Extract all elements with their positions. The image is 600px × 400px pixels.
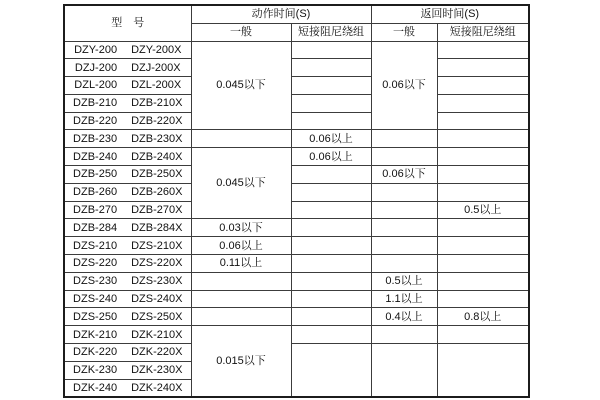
model-label: DZK-240X <box>131 381 183 394</box>
model-cell <box>64 290 191 308</box>
value-cell: 0.06以上 <box>191 237 291 255</box>
model-cell <box>64 94 191 112</box>
empty-cell <box>437 255 529 273</box>
model-cell <box>64 41 191 59</box>
empty-cell <box>291 201 371 219</box>
empty-cell <box>291 94 371 112</box>
model-label: DZS-210 <box>73 239 118 252</box>
model-cell <box>64 219 191 237</box>
model-label: DZS-250X <box>131 310 183 323</box>
value-cell: 0.03以下 <box>191 219 291 237</box>
empty-cell <box>371 255 437 273</box>
model-label: DZS-210X <box>131 239 183 252</box>
model-label: DZB-240X <box>131 150 183 163</box>
empty-cell <box>437 112 529 130</box>
header-return-damped: 短接阻尼绕组 <box>437 23 529 41</box>
empty-cell <box>291 255 371 273</box>
model-cell <box>64 59 191 77</box>
value-cell-merged: 0.06以下 <box>371 41 437 130</box>
spec-table <box>63 4 530 398</box>
model-label: DZB-230 <box>73 132 118 145</box>
model-label: DZS-250 <box>73 310 118 323</box>
empty-cell <box>437 59 529 77</box>
table-row <box>64 201 529 219</box>
empty-cell <box>437 94 529 112</box>
model-label: DZB-284 <box>73 221 118 234</box>
model-label: DZK-240 <box>73 381 118 394</box>
value-cell: 1.1以上 <box>371 290 437 308</box>
empty-cell <box>437 183 529 201</box>
table-row <box>64 290 529 308</box>
model-label: DZB-220X <box>131 115 183 128</box>
table-header <box>64 5 529 41</box>
table-row <box>64 308 529 326</box>
empty-cell <box>437 148 529 166</box>
table-row <box>64 94 529 112</box>
header-return-general: 一般 <box>371 23 437 41</box>
table-row <box>64 219 529 237</box>
model-cell <box>64 361 191 379</box>
model-label: DZB-284X <box>131 221 183 234</box>
value-cell-merged: 0.015以下 <box>191 326 291 397</box>
value-cell: 0.5以上 <box>437 201 529 219</box>
header-action-time: 动作时间(S) <box>191 5 371 23</box>
empty-cell <box>437 326 529 344</box>
value-cell: 0.06以下 <box>371 166 437 184</box>
value-cell: 0.06以上 <box>291 130 371 148</box>
model-label: DZB-220 <box>73 115 118 128</box>
empty-cell <box>291 183 371 201</box>
model-label: DZB-250X <box>131 168 183 181</box>
empty-cell <box>371 201 437 219</box>
empty-cell <box>191 130 291 148</box>
empty-cell <box>437 290 529 308</box>
table-row <box>64 272 529 290</box>
table-row <box>64 59 529 77</box>
model-cell <box>64 201 191 219</box>
header-return-time: 返回时间(S) <box>371 5 529 23</box>
table-row <box>64 326 529 344</box>
empty-cell <box>371 237 437 255</box>
model-cell <box>64 112 191 130</box>
table-row <box>64 344 529 362</box>
empty-cell <box>437 77 529 95</box>
model-cell <box>64 166 191 184</box>
header-model: 型 号 <box>64 5 191 41</box>
model-label: DZS-240 <box>73 293 118 305</box>
table-row <box>64 130 529 148</box>
header-action-damped: 短接阻尼绕组 <box>291 23 371 41</box>
model-label: DZS-230 <box>73 275 118 288</box>
value-cell-merged: 0.045以下 <box>191 148 291 219</box>
model-cell <box>64 77 191 95</box>
empty-cell <box>437 219 529 237</box>
value-cell: 0.06以上 <box>291 148 371 166</box>
empty-cell <box>291 272 371 290</box>
table-row <box>64 112 529 130</box>
model-cell <box>64 308 191 326</box>
model-cell <box>64 237 191 255</box>
model-label: DZB-230X <box>131 132 183 145</box>
empty-cell <box>291 308 371 326</box>
empty-cell <box>291 237 371 255</box>
model-label: DZS-220X <box>131 257 183 270</box>
model-cell <box>64 255 191 273</box>
empty-cell <box>291 59 371 77</box>
model-label: DZS-220 <box>73 257 118 270</box>
empty-cell <box>291 326 371 344</box>
model-label: DZB-270X <box>131 204 183 217</box>
model-label: DZB-260X <box>131 186 183 199</box>
model-label: DZK-210 <box>73 328 118 341</box>
model-label: DZJ-200 <box>74 61 118 74</box>
model-label: DZK-210X <box>131 328 183 341</box>
header-row-1 <box>64 5 529 23</box>
model-label: DZK-230 <box>73 364 118 377</box>
model-label: DZS-240X <box>131 293 183 305</box>
model-cell <box>64 379 191 397</box>
table-row <box>64 255 529 273</box>
empty-cell <box>291 290 371 308</box>
empty-cell <box>371 130 437 148</box>
model-label: DZB-260 <box>73 186 118 199</box>
model-label: DZL-200 <box>74 79 118 92</box>
table-row <box>64 166 529 184</box>
empty-cell <box>437 272 529 290</box>
model-label: DZB-210X <box>131 97 183 110</box>
model-label: DZK-220 <box>73 346 118 359</box>
model-label: DZB-240 <box>73 150 118 163</box>
table-row <box>64 41 529 59</box>
empty-cell <box>371 148 437 166</box>
empty-cell <box>371 219 437 237</box>
model-label: DZB-210 <box>73 97 118 110</box>
model-label: DZB-250 <box>73 168 118 181</box>
empty-cell <box>291 219 371 237</box>
model-cell <box>64 183 191 201</box>
empty-cell-merged <box>291 344 371 397</box>
header-action-general: 一般 <box>191 23 291 41</box>
table-row <box>64 148 529 166</box>
model-label: DZL-200X <box>131 79 182 92</box>
empty-cell <box>191 290 291 308</box>
empty-cell <box>437 166 529 184</box>
value-cell: 0.4以上 <box>371 308 437 326</box>
table-row <box>64 237 529 255</box>
model-cell <box>64 272 191 290</box>
model-cell <box>64 344 191 362</box>
model-label: DZS-230X <box>131 275 183 288</box>
empty-cell <box>371 326 437 344</box>
empty-cell-merged <box>371 344 437 397</box>
model-cell <box>64 326 191 344</box>
empty-cell <box>291 166 371 184</box>
empty-cell <box>291 112 371 130</box>
table-row <box>64 77 529 95</box>
empty-cell <box>291 77 371 95</box>
empty-cell <box>291 41 371 59</box>
model-label: DZY-200X <box>131 43 182 56</box>
table-body <box>64 41 529 397</box>
value-cell: 0.8以上 <box>437 308 529 326</box>
model-label: DZB-270 <box>73 204 118 217</box>
empty-cell <box>437 237 529 255</box>
empty-cell <box>191 272 291 290</box>
empty-cell-merged <box>437 344 529 397</box>
model-label: DZK-220X <box>131 346 183 359</box>
model-cell <box>64 148 191 166</box>
empty-cell <box>437 41 529 59</box>
model-label: DZJ-200X <box>131 61 181 74</box>
value-cell: 0.5以上 <box>371 272 437 290</box>
table-row <box>64 183 529 201</box>
model-label: DZY-200 <box>74 43 118 56</box>
model-cell <box>64 130 191 148</box>
value-cell: 0.11以上 <box>191 255 291 273</box>
empty-cell <box>371 183 437 201</box>
value-cell-merged: 0.045以下 <box>191 41 291 130</box>
model-label: DZK-230X <box>131 364 183 377</box>
empty-cell <box>191 308 291 326</box>
empty-cell <box>437 130 529 148</box>
